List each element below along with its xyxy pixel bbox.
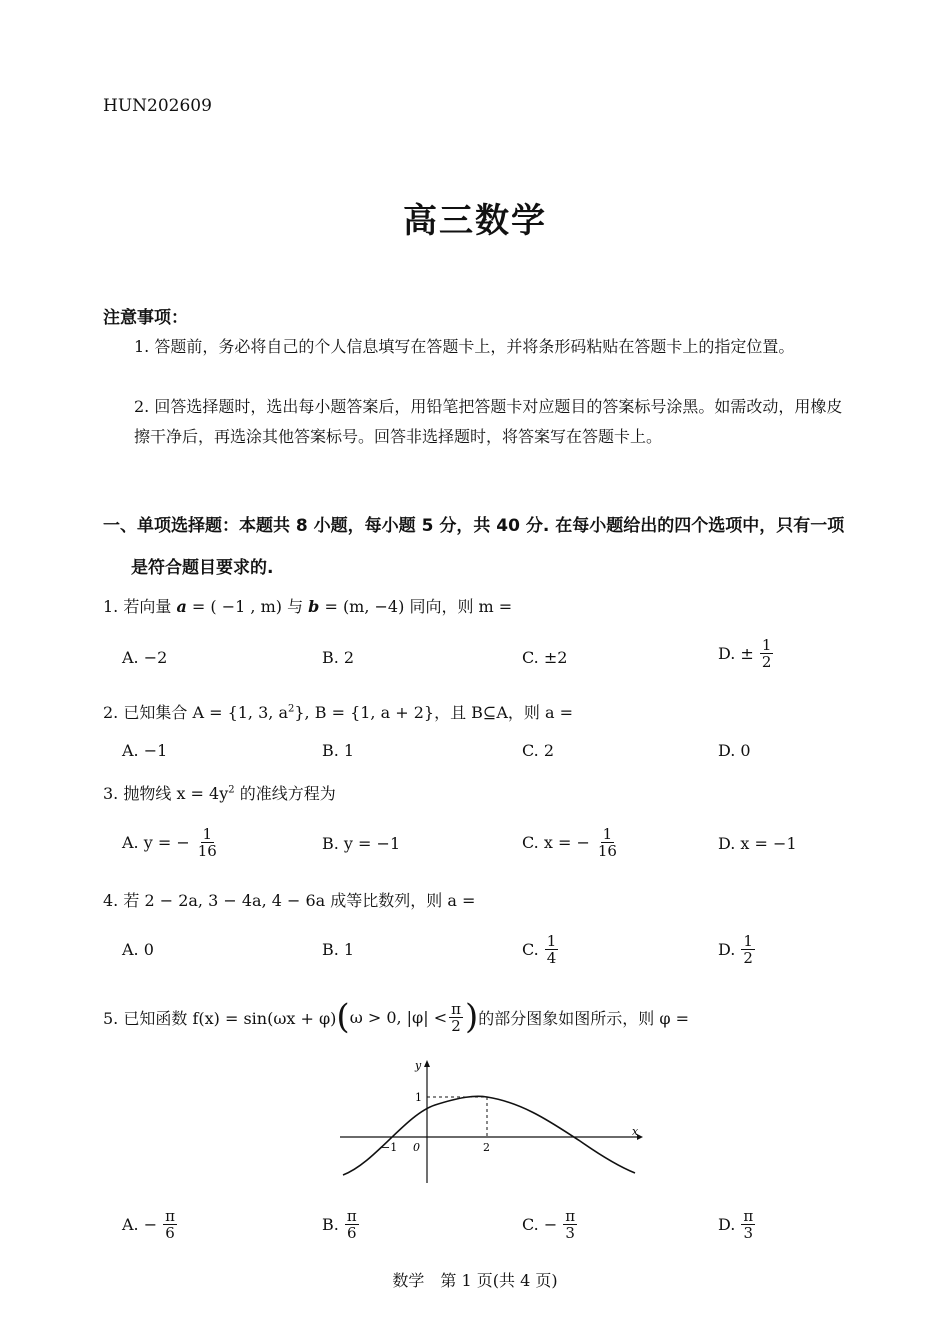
q3-option-d: D. x = −1 <box>718 834 797 853</box>
q3-text-post: 的准线方程为 <box>234 784 336 803</box>
q4-d-fraction <box>741 933 755 966</box>
q3-sup: 2 <box>228 784 235 796</box>
q4-option-c <box>522 933 560 966</box>
note-item-1: 1. 答题前，务必将自己的个人信息填写在答题卡上，并将条形码粘贴在答题卡上的指定位置。 <box>134 337 795 356</box>
q3-a-num: 1 <box>202 825 213 843</box>
section-heading-line1: 一、单项选择题：本题共 8 小题，每小题 5 分，共 40 分. 在每小题给出的四个选项中，只有一项 <box>103 516 845 536</box>
q4-d-den: 2 <box>743 949 753 967</box>
q5-cond-num: π <box>451 999 461 1018</box>
q5-close-paren: ) <box>465 997 479 1037</box>
q5-option-b <box>322 1208 361 1241</box>
q3-c-den: 16 <box>597 842 617 860</box>
q5-condition: ω > 0, |φ| < <box>349 1007 448 1027</box>
q4-d-prefix: D. <box>718 940 736 959</box>
q1-prefix: 1. 若向量 <box>103 597 172 616</box>
x-tick-two: 2 <box>483 1141 490 1154</box>
page-title: 高三数学 <box>403 201 547 241</box>
q3-text-pre: 3. 抛物线 x = 4y <box>103 784 229 803</box>
notes-heading: 注意事项： <box>103 308 188 328</box>
q5-cond-fraction <box>449 1001 463 1034</box>
q2-option-d: D. 0 <box>718 741 751 760</box>
q4-c-prefix: C. <box>522 940 539 959</box>
question-2-stem <box>103 700 573 723</box>
q3-c-prefix: C. x = − <box>522 833 590 852</box>
q5-d-prefix: D. <box>718 1215 736 1234</box>
q5-b-den: 6 <box>347 1224 357 1242</box>
q1-d-fraction <box>760 637 774 670</box>
question-4-stem: 4. 若 2 − 2a, 3 − 4a, 4 − 6a 成等比数列，则 a = <box>103 891 476 910</box>
q5-b-fraction <box>345 1208 359 1241</box>
q1-option-a: A. −2 <box>122 648 168 667</box>
q5-d-den: 3 <box>743 1224 754 1242</box>
q5-open-paren: ( <box>336 997 350 1037</box>
q5-d-fraction <box>741 1208 755 1241</box>
q3-option-b: B. y = −1 <box>322 834 401 853</box>
q3-c-num: 1 <box>602 825 613 843</box>
q4-option-a: A. 0 <box>122 940 154 959</box>
note-item-2: 2. 回答选择题时，选出每小题答案后，用铅笔把答题卡对应题目的答案标号涂黑。如需改动，用橡皮擦干净后，再选涂其他答案标号。回答非选择题时，将答案写在答题卡上。 <box>134 397 843 446</box>
q5-option-c <box>522 1208 579 1241</box>
q3-c-fraction <box>596 826 619 859</box>
q5-a-prefix: A. − <box>122 1215 158 1234</box>
y-axis-arrow <box>424 1060 430 1067</box>
question-3-stem <box>103 781 336 804</box>
q5-text-post: 的部分图象如图所示，则 φ = <box>478 1008 690 1028</box>
q1-option-b: B. 2 <box>322 648 355 667</box>
x-axis-label: x <box>632 1125 639 1138</box>
q2-option-b: B. 1 <box>322 741 355 760</box>
q3-a-prefix: A. y = − <box>122 833 190 852</box>
y-axis-label: y <box>415 1059 422 1072</box>
q3-a-fraction <box>196 826 219 859</box>
q5-c-fraction <box>563 1208 577 1241</box>
q5-option-a <box>122 1208 179 1241</box>
q5-c-prefix: C. − <box>522 1215 558 1234</box>
section-heading-line2: 是符合题目要求的. <box>131 558 274 578</box>
q2-sup: 2 <box>288 703 295 715</box>
q2-text-pre: 2. 已知集合 A = {1, 3, a <box>103 703 288 722</box>
q5-c-num: π <box>565 1207 576 1225</box>
sine-curve <box>343 1096 635 1175</box>
q5-a-fraction <box>163 1208 177 1241</box>
q5-option-d <box>718 1208 757 1241</box>
q4-option-d <box>718 933 757 966</box>
q5-b-prefix: B. <box>322 1215 339 1234</box>
q2-option-c: C. 2 <box>522 741 555 760</box>
q3-option-c <box>522 826 621 859</box>
q4-d-num: 1 <box>743 932 753 950</box>
q1-option-d <box>718 637 775 670</box>
q4-option-b: B. 1 <box>322 940 355 959</box>
q1-d-num: 1 <box>761 636 772 654</box>
q1-a-value: = ( −1 , m) 与 <box>186 597 309 616</box>
q3-option-a <box>122 826 221 859</box>
q2-option-a: A. −1 <box>122 741 168 760</box>
q4-c-den: 4 <box>546 949 557 967</box>
q1-option-c: C. ±2 <box>522 648 568 667</box>
page-footer: 数学 第 1 页(共 4 页) <box>392 1271 558 1290</box>
q5-function-graph <box>335 1055 645 1190</box>
q5-c-den: 3 <box>565 1224 575 1242</box>
q2-text-post: }, B = {1, a + 2}，且 B⊆A，则 a = <box>294 703 573 722</box>
q4-c-num: 1 <box>546 932 557 950</box>
q1-d-prefix: D. ± <box>718 644 754 663</box>
q5-text-pre: 5. 已知函数 f(x) = sin(ωx + φ) <box>103 1008 337 1028</box>
q4-c-fraction <box>545 933 559 966</box>
q1-d-den: 2 <box>761 653 772 671</box>
q5-cond-den: 2 <box>451 1016 461 1035</box>
q5-b-num: π <box>346 1207 357 1225</box>
question-1-stem <box>103 594 512 617</box>
q1-vector-a: a <box>176 597 187 616</box>
x-tick-neg1: −1 <box>381 1141 398 1154</box>
origin-label: 0 <box>413 1141 420 1154</box>
q5-d-num: π <box>743 1207 754 1225</box>
q3-a-den: 16 <box>197 842 217 860</box>
question-5-stem <box>103 997 690 1037</box>
q1-vector-b: b <box>308 597 320 616</box>
q1-b-value: = (m, −4) 同向，则 m = <box>319 597 513 616</box>
q5-a-num: π <box>165 1207 175 1225</box>
q5-a-den: 6 <box>165 1224 175 1242</box>
y-tick-one: 1 <box>415 1091 422 1104</box>
exam-code: HUN202609 <box>103 96 212 116</box>
